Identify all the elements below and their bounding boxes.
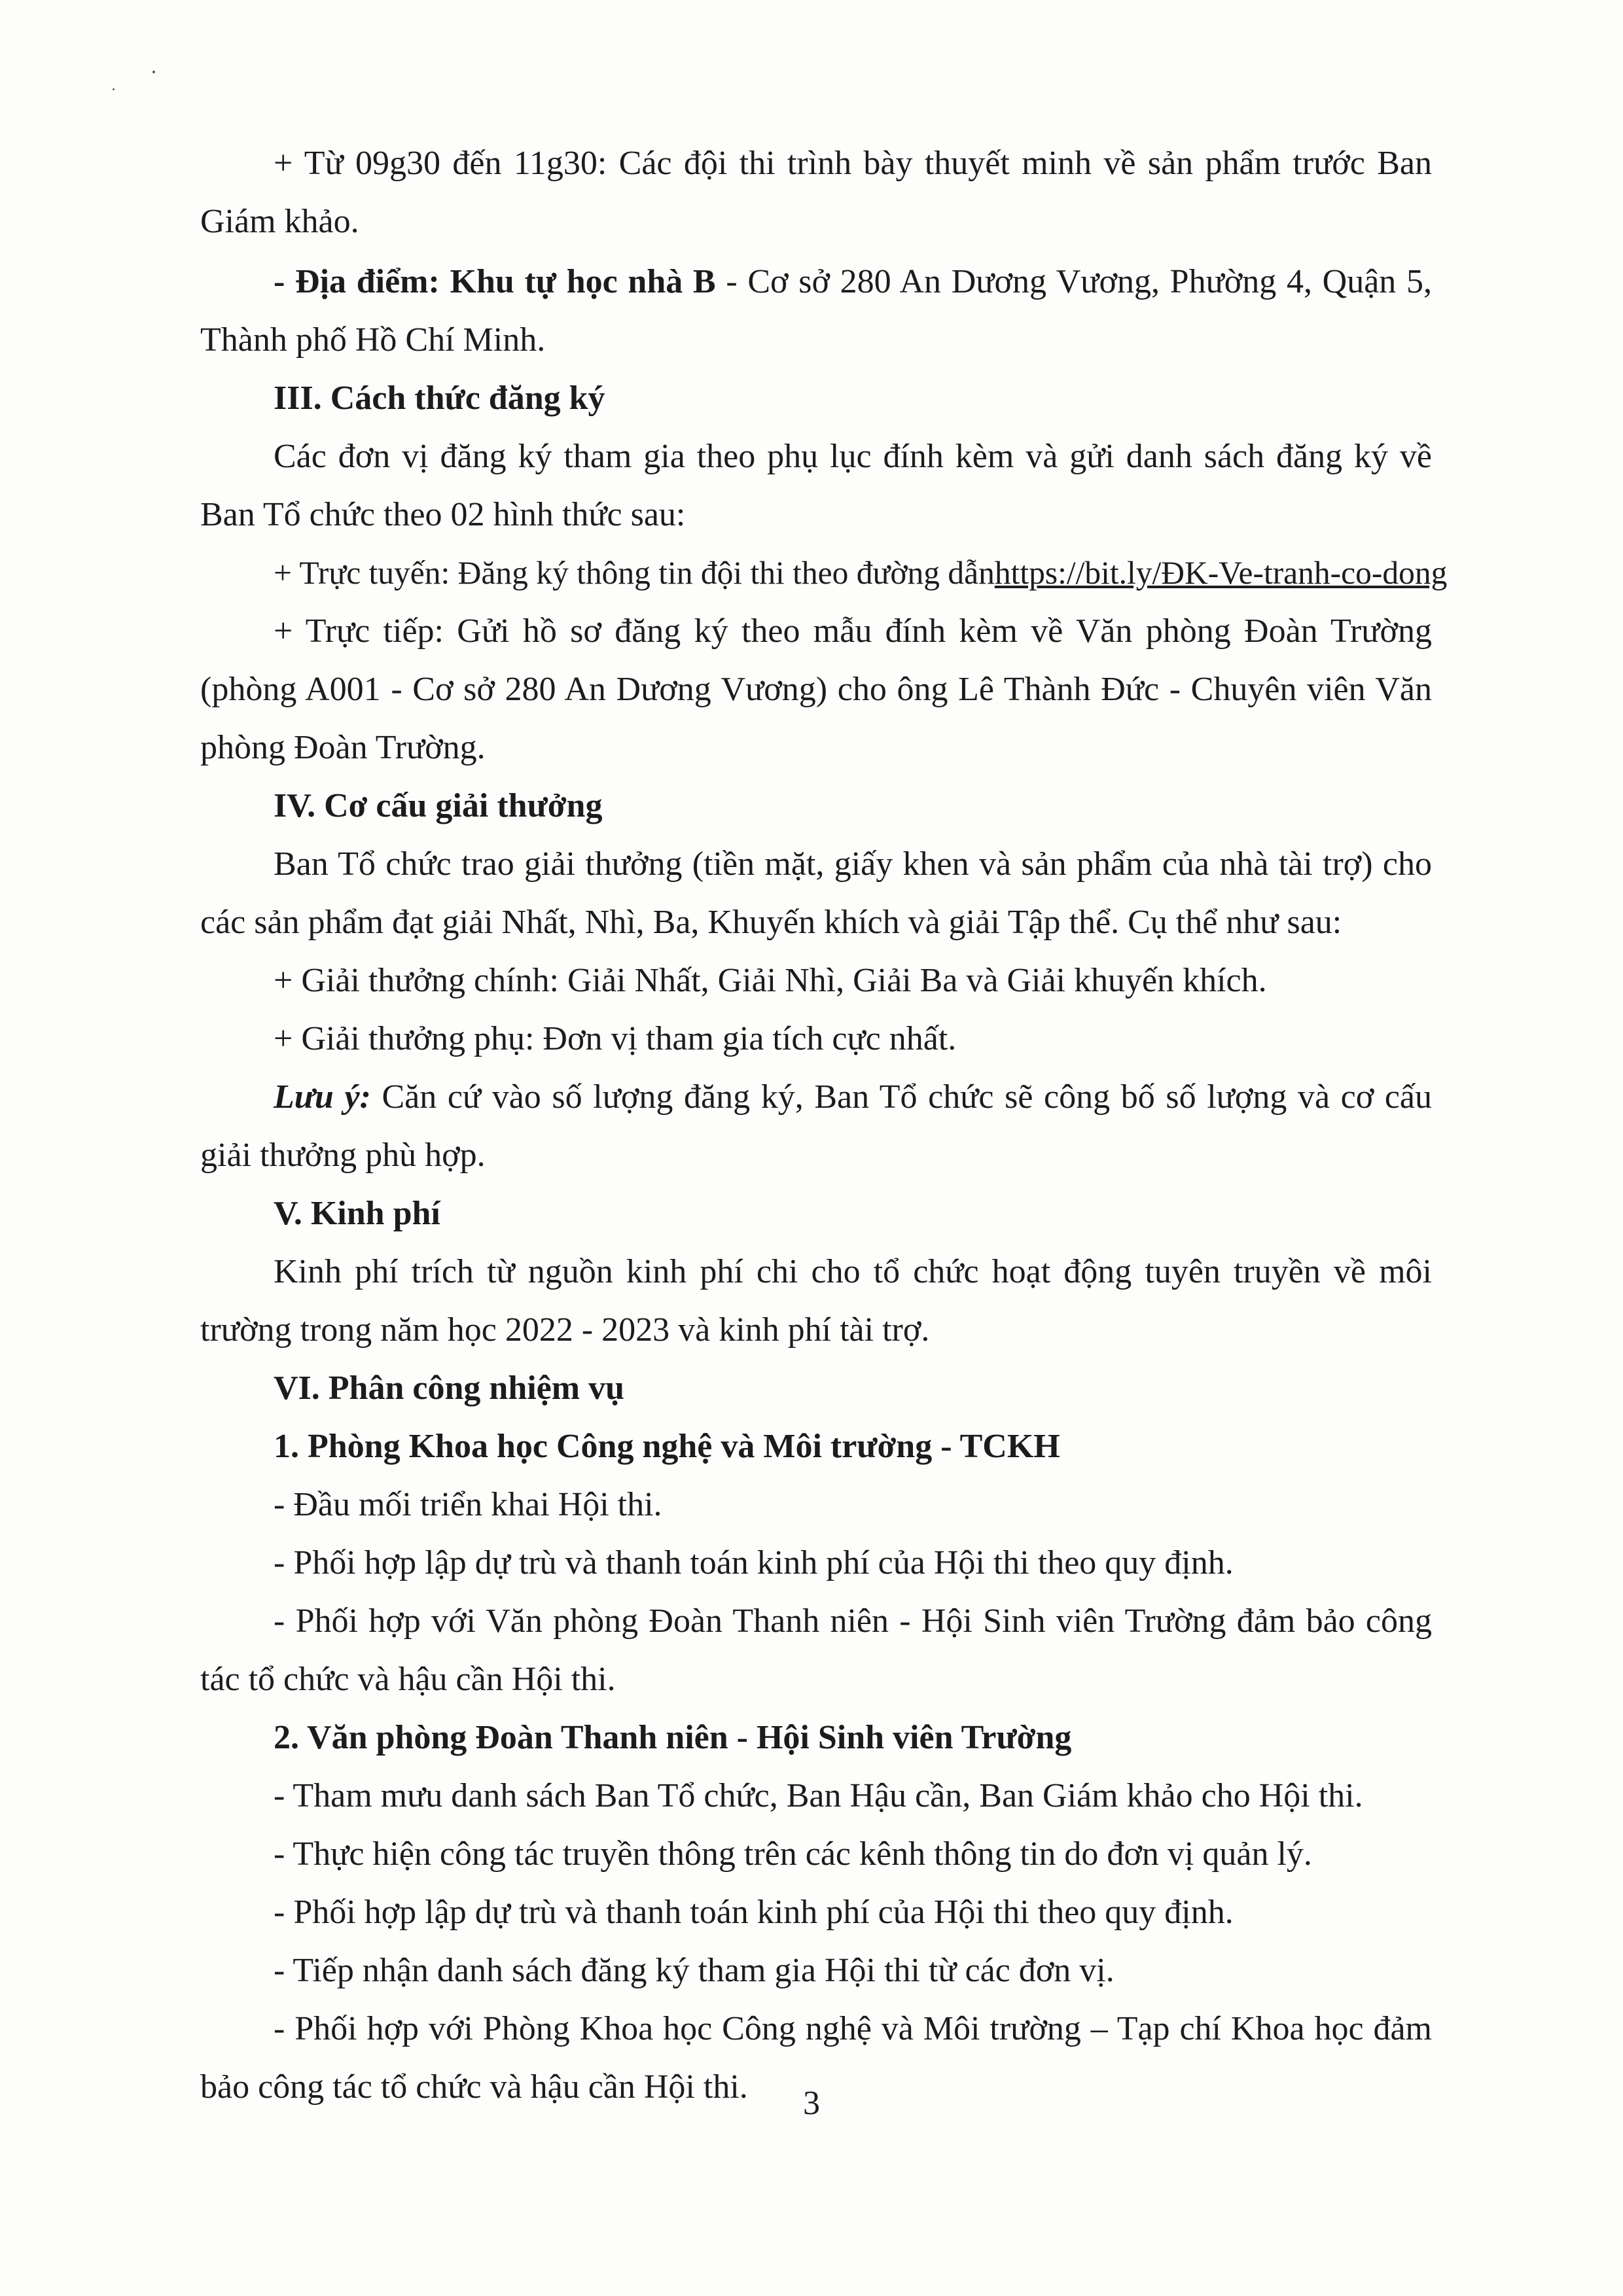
note-label: Lưu ý:: [274, 1078, 371, 1116]
online-registration: [200, 544, 1448, 602]
registration-intro: Các đơn vị đăng ký tham gia theo phụ lục đính kèm và gửi danh sách đăng ký về Ban Tổ chức theo 02 hình thức sau:: [200, 438, 1432, 533]
heading-text: VI. Phân công nhiệm vụ: [274, 1369, 624, 1407]
subheading-youth-union-office: [200, 1708, 1432, 1767]
heading-text: 2. Văn phòng Đoàn Thanh niên - Hội Sinh viên Trường: [274, 1719, 1072, 1756]
document-body: [200, 134, 1448, 2116]
task-item: - Phối hợp với Phòng Khoa học Công nghệ và Môi trường – Tạp chí Khoa học đảm bảo công tác tổ chức và hậu cần Hội thi.: [200, 2010, 1432, 2106]
task-item: - Phối hợp lập dự trù và thanh toán kinh phí của Hội thi theo quy định.: [274, 1544, 1234, 1581]
scan-speck: [113, 88, 115, 90]
section-heading-budget: [200, 1184, 1432, 1243]
note-text: Căn cứ vào số lượng đăng ký, Ban Tổ chức sẽ công bố số lượng và cơ cấu giải thưởng phù hợp.: [200, 1078, 1432, 1174]
awards-intro: Ban Tổ chức trao giải thưởng (tiền mặt, giấy khen và sản phẩm của nhà tài trợ) cho các sản phẩm đạt giải Nhất, Nhì, Ba, Khuyến khích và giải Tập thể. Cụ thể như sau:: [200, 845, 1432, 941]
task-item: - Phối hợp lập dự trù và thanh toán kinh phí của Hội thi theo quy định.: [274, 1894, 1234, 1931]
secondary-awards: + Giải thưởng phụ: Đơn vị tham gia tích cực nhất.: [274, 1020, 957, 1057]
page-number: 3: [803, 2085, 820, 2122]
venue-address: - Cơ sở 280 An Dương Vương, Phường 4, Quận 5, Thành phố Hồ Chí Minh.: [200, 263, 1432, 359]
venue-label: - Địa điểm: Khu tự học nhà B: [274, 263, 716, 300]
heading-text: IV. Cơ cấu giải thưởng: [274, 787, 603, 824]
budget-text: Kinh phí trích từ nguồn kinh phí chi cho tổ chức hoạt động tuyên truyền về môi trường trong năm học 2022 - 2023 và kinh phí tài trợ.: [200, 1253, 1432, 1349]
venue-paragraph: [200, 253, 1432, 369]
heading-text: 1. Phòng Khoa học Công nghệ và Môi trường - TCKH: [274, 1428, 1060, 1465]
heading-text: V. Kinh phí: [274, 1195, 440, 1232]
task-item: - Thực hiện công tác truyền thông trên các kênh thông tin do đơn vị quản lý.: [274, 1835, 1312, 1873]
subheading-science-office: [200, 1417, 1432, 1475]
online-registration-text: + Trực tuyến: Đăng ký thông tin đội thi theo đường dẫn: [274, 555, 995, 591]
heading-text: III. Cách thức đăng ký: [274, 380, 605, 417]
direct-registration: + Trực tiếp: Gửi hồ sơ đăng ký theo mẫu đính kèm về Văn phòng Đoàn Trường (phòng A001 - Cơ sở 280 An Dương Vương) cho ông Lê Thành Đức - Chuyên viên Văn phòng Đoàn Trường.: [200, 612, 1432, 766]
section-heading-awards: [200, 777, 1432, 835]
registration-link[interactable]: https://bit.ly/ĐK-Ve-tranh-co-dong: [994, 555, 1448, 591]
section-heading-assignments: [200, 1359, 1432, 1417]
main-awards: + Giải thưởng chính: Giải Nhất, Giải Nhì, Giải Ba và Giải khuyến khích.: [274, 962, 1267, 999]
task-item: - Đầu mối triển khai Hội thi.: [274, 1486, 662, 1523]
task-item: - Tham mưu danh sách Ban Tổ chức, Ban Hậu cần, Ban Giám khảo cho Hội thi.: [274, 1777, 1363, 1814]
scan-speck: [152, 71, 155, 73]
task-item: - Tiếp nhận danh sách đăng ký tham gia Hội thi từ các đơn vị.: [274, 1952, 1115, 1989]
schedule-line: + Từ 09g30 đến 11g30: Các đội thi trình bày thuyết minh về sản phẩm trước Ban Giám khảo.: [200, 145, 1432, 240]
awards-note: [200, 1068, 1432, 1184]
section-heading-registration: [200, 369, 1432, 427]
task-item: - Phối hợp với Văn phòng Đoàn Thanh niên - Hội Sinh viên Trường đảm bảo công tác tổ chức và hậu cần Hội thi.: [200, 1602, 1432, 1698]
